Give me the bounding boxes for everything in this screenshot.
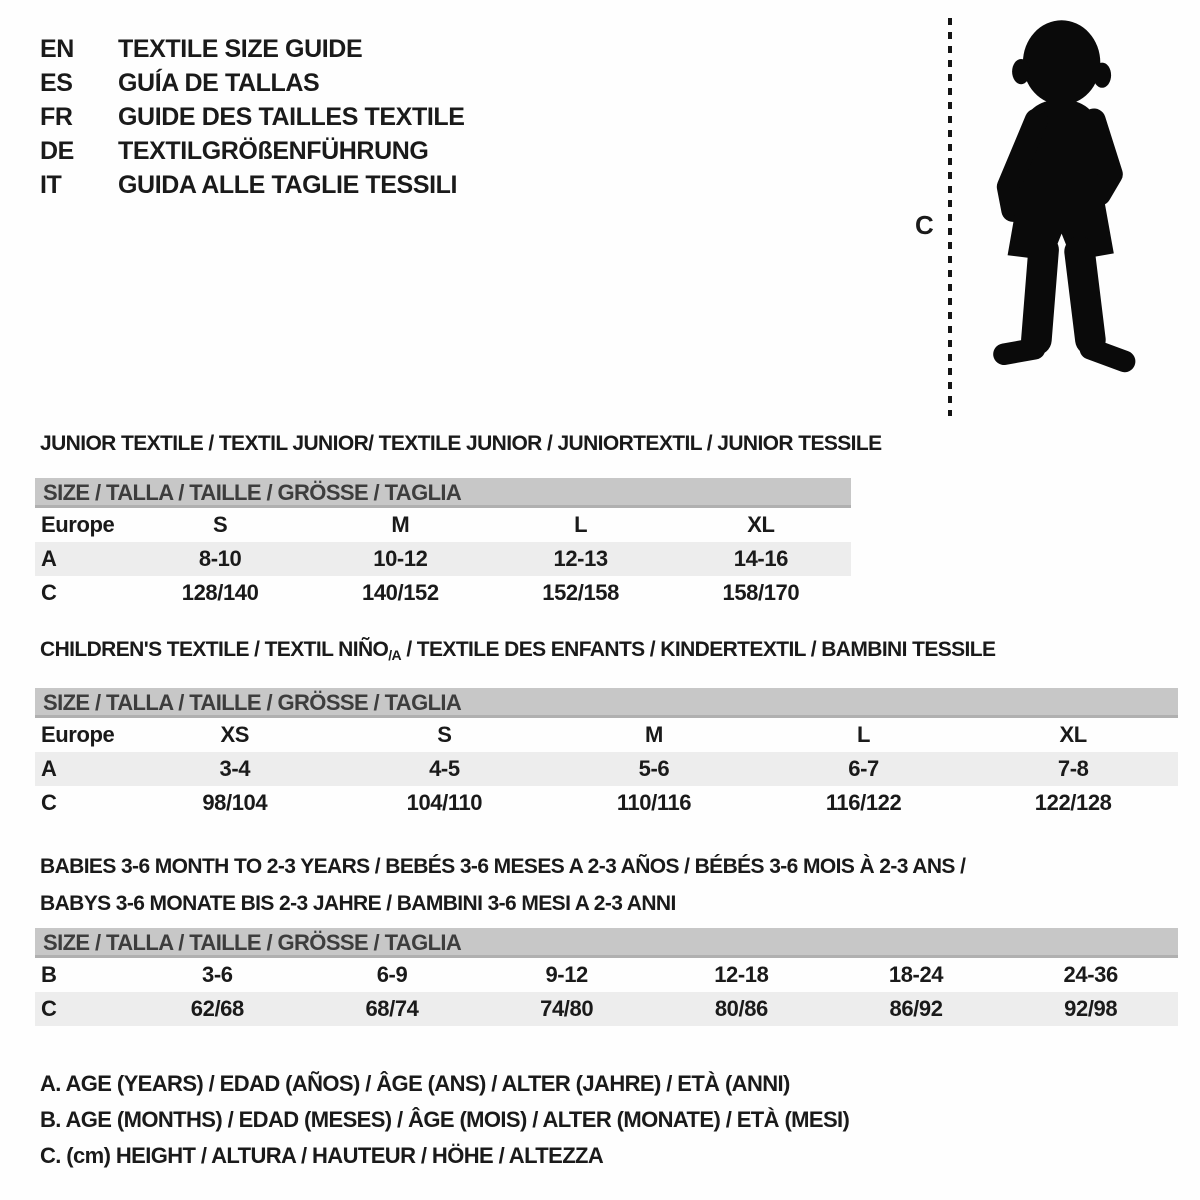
- height-measure-figure: [900, 0, 1200, 430]
- table-cell: 68/74: [365, 996, 419, 1021]
- children-section-title: [40, 638, 995, 663]
- table-cell: 8-10: [198, 546, 242, 571]
- table-cell: 110/116: [616, 790, 692, 815]
- lang-code: DE: [40, 136, 74, 165]
- table-cell: 18-24: [888, 962, 944, 987]
- table-cell: 4-5: [429, 756, 460, 781]
- babies-section-title: [40, 848, 965, 922]
- table-cell: S: [212, 512, 228, 537]
- junior-size-table: [35, 478, 851, 610]
- lang-label: GUÍA DE TALLAS: [118, 68, 320, 97]
- lang-label: TEXTILGRÖßENFÜHRUNG: [118, 136, 429, 165]
- table-cell: L: [857, 722, 871, 747]
- table-row-height: [35, 576, 851, 610]
- table-row-europe: [35, 508, 851, 542]
- lang-row-en: [40, 32, 465, 66]
- children-title-subscript: /A: [388, 647, 402, 663]
- size-table-header: SIZE / TALLA / TAILLE / GRÖSSE / TAGLIA: [35, 688, 1178, 718]
- table-cell: 152/158: [542, 580, 619, 605]
- table-cell: 86/92: [889, 996, 943, 1021]
- row-label: A: [41, 756, 57, 781]
- legend-block: [40, 1066, 849, 1174]
- children-title-prefix: CHILDREN'S TEXTILE / TEXTIL NIÑO: [40, 638, 389, 661]
- table-cell: 140/152: [362, 580, 439, 605]
- row-label: C: [41, 790, 57, 815]
- table-cell: 98/104: [202, 790, 268, 815]
- table-cell: S: [437, 722, 452, 747]
- row-label: Europe: [41, 512, 115, 537]
- table-cell: 3-6: [202, 962, 233, 987]
- table-cell: L: [574, 512, 588, 537]
- table-cell: 158/170: [722, 580, 800, 605]
- table-cell: 128/140: [181, 580, 259, 605]
- table-cell: 7-8: [1057, 756, 1089, 781]
- table-row-age: [35, 542, 851, 576]
- table-row-age: [35, 752, 1178, 786]
- legend-line-a: A. AGE (YEARS) / EDAD (AÑOS) / ÂGE (ANS) / ALTER (JAHRE) / ETÀ (ANNI): [40, 1071, 790, 1096]
- table-row-height: [35, 992, 1178, 1026]
- size-table-header: SIZE / TALLA / TAILLE / GRÖSSE / TAGLIA: [35, 478, 851, 508]
- lang-row-de: [40, 134, 465, 168]
- lang-row-es: [40, 66, 465, 100]
- table-row-height: [35, 786, 1178, 820]
- babies-title-line1: BABIES 3-6 MONTH TO 2-3 YEARS / BEBÉS 3-6 MESES A 2-3 AÑOS / BÉBÉS 3-6 MOIS À 2-3 ANS /: [40, 855, 966, 878]
- language-header-block: [40, 32, 465, 202]
- table-cell: XL: [747, 512, 775, 537]
- lang-label: GUIDE DES TAILLES TEXTILE: [118, 102, 465, 131]
- table-cell: 12-13: [553, 546, 608, 571]
- table-cell: 104/110: [406, 790, 483, 815]
- table-cell: 24-36: [1063, 962, 1118, 987]
- table-cell: 10-12: [373, 546, 428, 571]
- lang-label: TEXTILE SIZE GUIDE: [118, 34, 363, 63]
- lang-row-fr: [40, 100, 465, 134]
- legend-line-b: B. AGE (MONTHS) / EDAD (MESES) / ÂGE (MOIS) / ALTER (MONATE) / ETÀ (MESI): [40, 1107, 850, 1132]
- table-cell: XL: [1059, 722, 1087, 747]
- babies-title-line2: BABYS 3-6 MONATE BIS 2-3 JAHRE / BAMBINI 3-6 MESI A 2-3 ANNI: [40, 892, 676, 915]
- children-title-suffix: / TEXTILE DES ENFANTS / KINDERTEXTIL / BAMBINI TESSILE: [401, 638, 996, 661]
- toddler-silhouette-icon: [968, 14, 1148, 419]
- dashed-measure-line: [948, 18, 952, 416]
- table-cell: 80/86: [714, 996, 768, 1021]
- row-label: Europe: [41, 722, 115, 747]
- row-label: A: [41, 546, 57, 571]
- table-cell: 62/68: [190, 996, 244, 1021]
- children-size-table: [35, 688, 1178, 820]
- babies-size-table: [35, 928, 1178, 1026]
- lang-code: EN: [40, 34, 74, 63]
- table-cell: 12-18: [714, 962, 769, 987]
- table-cell: 116/122: [825, 790, 902, 815]
- table-cell: 3-4: [219, 756, 251, 781]
- table-cell: 122/128: [1034, 790, 1112, 815]
- table-cell: 14-16: [733, 546, 789, 571]
- legend-line-c: C. (cm) HEIGHT / ALTURA / HAUTEUR / HÖHE / ALTEZZA: [40, 1143, 604, 1168]
- size-table-header: SIZE / TALLA / TAILLE / GRÖSSE / TAGLIA: [35, 928, 1178, 958]
- row-label: B: [41, 962, 57, 987]
- row-label: C: [41, 996, 57, 1021]
- table-row-europe: [35, 718, 1178, 752]
- table-row-months: [35, 958, 1178, 992]
- lang-label: GUIDA ALLE TAGLIE TESSILI: [118, 170, 458, 199]
- table-cell: M: [645, 722, 663, 747]
- table-cell: 5-6: [638, 756, 670, 781]
- table-cell: XS: [220, 722, 250, 747]
- table-cell: M: [391, 512, 410, 537]
- row-label: C: [41, 580, 57, 605]
- table-cell: 92/98: [1064, 996, 1118, 1021]
- table-cell: 6-9: [376, 962, 408, 987]
- table-cell: 6-7: [848, 756, 879, 781]
- lang-code: FR: [40, 102, 73, 131]
- table-cell: 74/80: [540, 996, 594, 1021]
- measure-c-label: C: [915, 210, 934, 240]
- lang-row-it: [40, 168, 465, 202]
- junior-section-title: JUNIOR TEXTILE / TEXTIL JUNIOR/ TEXTILE JUNIOR / JUNIORTEXTIL / JUNIOR TESSILE: [40, 432, 882, 455]
- lang-code: ES: [40, 68, 73, 97]
- lang-code: IT: [40, 170, 62, 199]
- table-cell: 9-12: [545, 962, 588, 987]
